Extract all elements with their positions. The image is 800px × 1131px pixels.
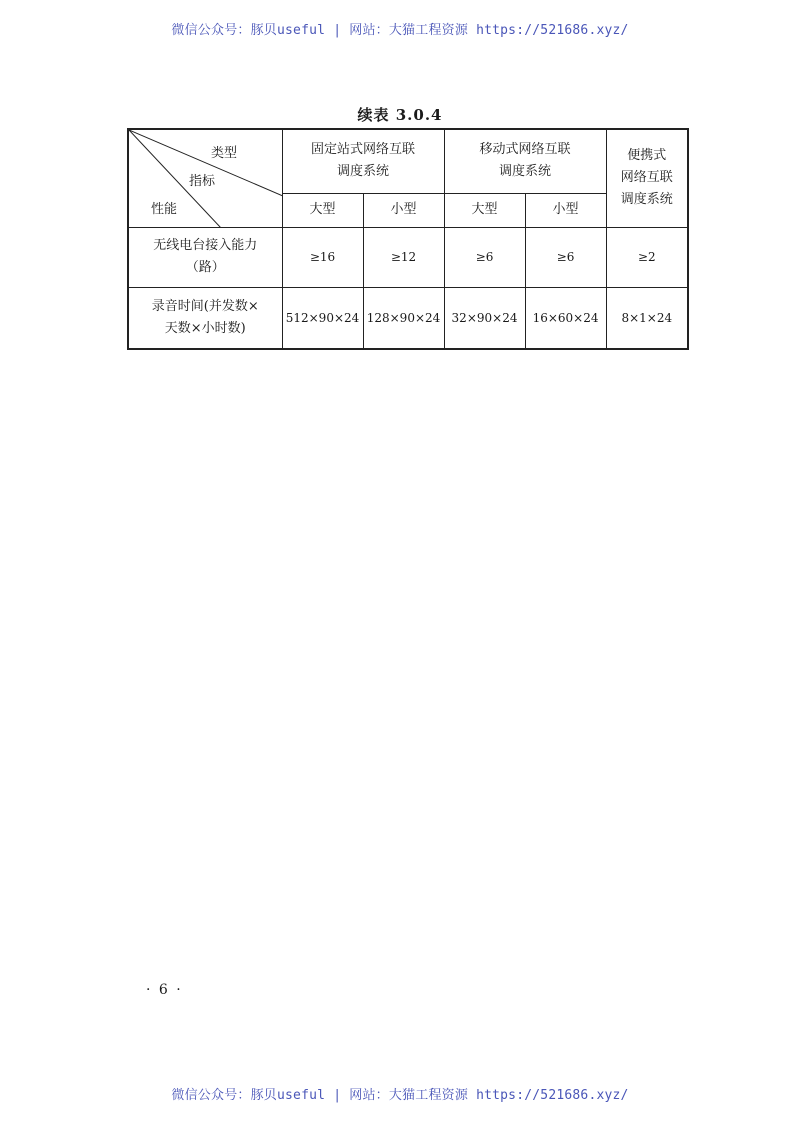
group-header-line: 调度系统 [337, 164, 390, 180]
subheader-cell: 大型 [282, 193, 363, 227]
spec-table [127, 128, 687, 350]
row-label-line: 无线电台接入能力 [153, 238, 258, 253]
row-label-line: 天数×小时数) [164, 320, 246, 336]
group-header-line: 便携式 [627, 148, 667, 164]
group-header-line: 调度系统 [620, 192, 673, 208]
corner-label-metric: 指标 [189, 174, 216, 189]
group-header-line: 移动式网络互联 [479, 142, 571, 158]
value-cell: 32×90×24 [444, 287, 525, 349]
corner-label-type: 类型 [211, 146, 238, 161]
value-cell: ≥6 [525, 227, 606, 287]
subheader-cell: 大型 [444, 193, 525, 227]
subheader-cell: 小型 [525, 193, 606, 227]
corner-header-cell [128, 129, 282, 227]
watermark-bottom: 微信公众号：豚贝useful | 网站：大猫工程资源 https://521686.xyz/ [171, 1088, 629, 1103]
page-number: · 6 · [146, 982, 183, 998]
group-header-portable [606, 129, 688, 227]
watermark-top: 微信公众号：豚贝useful | 网站：大猫工程资源 https://521686.xyz/ [171, 23, 629, 38]
subheader-cell: 小型 [363, 193, 444, 227]
value-cell: 128×90×24 [363, 287, 444, 349]
group-header-line: 调度系统 [499, 164, 552, 180]
table-row [128, 287, 688, 349]
value-cell: ≥12 [363, 227, 444, 287]
row-label-line: （路） [185, 260, 225, 275]
corner-label-performance: 性能 [151, 202, 178, 217]
value-cell: ≥6 [444, 227, 525, 287]
value-cell: ≥2 [606, 227, 688, 287]
value-cell: ≥16 [282, 227, 363, 287]
table-caption: 续表 3.0.4 [357, 106, 443, 124]
table-row [128, 227, 688, 287]
group-header-line: 网络互联 [620, 170, 673, 186]
value-cell: 8×1×24 [606, 287, 688, 349]
row-label-line: 录音时间(并发数× [151, 298, 259, 314]
group-header-mobile [444, 129, 606, 193]
value-cell: 512×90×24 [282, 287, 363, 349]
row-label-cell [128, 287, 282, 349]
group-header-line: 固定站式网络互联 [311, 142, 416, 158]
value-cell: 16×60×24 [525, 287, 606, 349]
group-header-fixed [282, 129, 444, 193]
row-label-cell [128, 227, 282, 287]
